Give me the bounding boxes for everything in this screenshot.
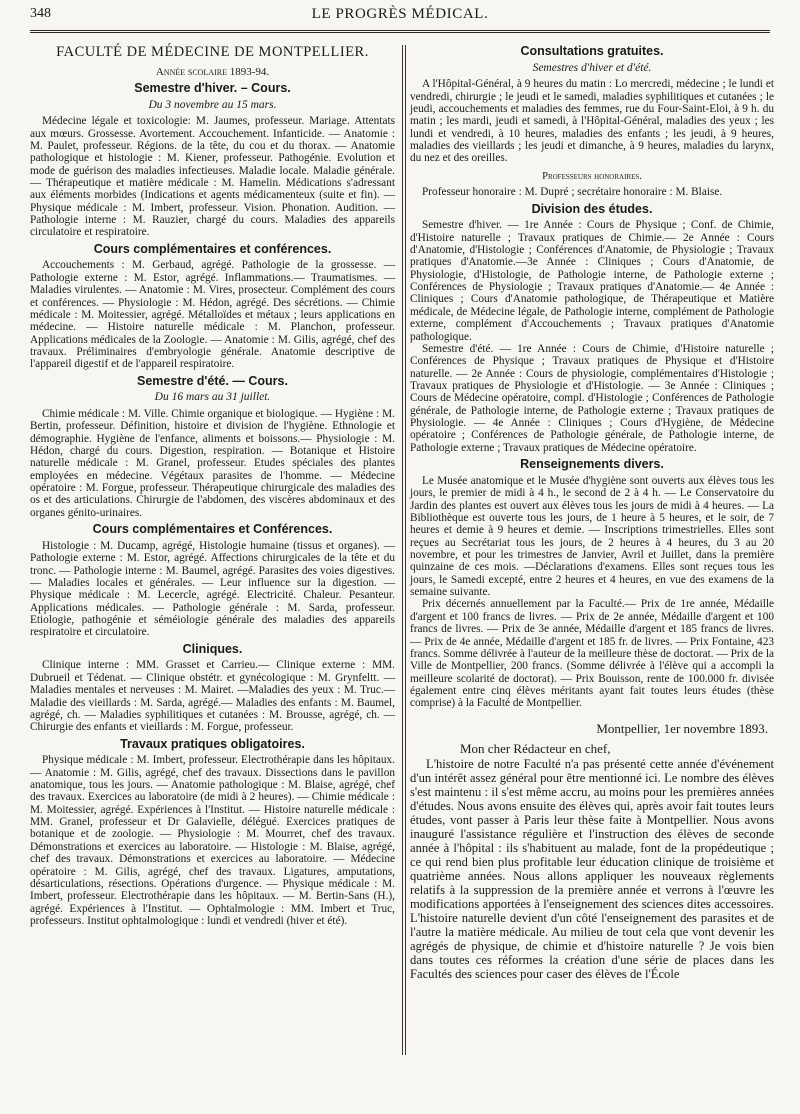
rens-heading: Renseignements divers.: [520, 457, 664, 472]
winter-heading: Semestre d'hiver. – Cours.: [134, 80, 291, 95]
column-divider: [402, 45, 406, 1055]
summer-heading: Semestre d'été. — Cours.: [137, 373, 288, 388]
right-column: [410, 45, 774, 982]
summer-compl: Histologie : M. Ducamp, agrégé, Histologie humaine (tissus et organes). — Pathologie externe : M. Estor, agrégé. Affections chirurgicales de la tête et du tronc. — Pathologie interne : M. Baumel, agrégé. Parasites des voies digestives. — Maladies locales et générales. — Leur influence sur la digestion. — Physique médicale : M. Lecercle, agrégé. Electricité. Chaleur. Pesanteur. Applications médicales. — Pathologie générale : M. Sarda, professeur. Etiologie, pathogénie et séméiologie générale des maladies des appareils respiratoire et circulatoire.: [30, 539, 395, 639]
letter-dateline: Montpellier, 1er novembre 1893.: [596, 720, 768, 736]
summer-courses: Chimie médicale : M. Ville. Chimie organique et biologique. — Hygiène : M. Bertin, professeur. Définition, histoire et division de l'hygiène. Ethnologie et démographie. Hygiène de l'enfance, aliments et boissons.— Physiologie : M. Hédon, chargé du cours. Digestion, respiration. — Botanique et Histoire naturelle médicale : M. Granel, professeur. Etudes spéciales des plantes employées en médecine. Végétaux parasites de l'homme. — Médecine opératoire : M. Forgue, professeur. Thérapeutique chirurgicale des maladies des os et des articulations. Chirurgie de l'abdomen, des viscères abdominaux et des organes génito-urinaires.: [30, 407, 395, 519]
journal-title: LE PROGRÈS MÉDICAL.: [311, 6, 489, 22]
winter-compl-heading: Cours complémentaires et conférences.: [93, 241, 332, 256]
consult-subheading: Semestres d'hiver et d'été.: [532, 61, 652, 74]
consult-text: A l'Hôpital-Général, à 9 heures du matin : Lo mercredi, médecine ; le lundi et vendredi, chirurgie ; le jeudi et le samedi, maladies syphilitiques et cutanées ; le jeudi, accouchements et maladies des femmes, rue du Four-Saint-Eloi, à 9 h. du matin ; les mardi, jeudi et samedi, à l'Hôpital-Général, maladies des yeux ; les lundi et vendredi, à 10 heures, maladies des enfants ; les jeudi, à 9 heures, maladies des vieillards ; les jeudi et dimanche, à 9 heures, maladies du larynx, du nez et des oreilles.: [410, 78, 774, 165]
summer-compl-heading: Cours complémentaires et Conférences.: [92, 522, 333, 537]
faculty-title: FACULTÉ DE MÉDECINE DE MONTPELLIER.: [56, 44, 369, 60]
consult-heading: Consultations gratuites.: [520, 44, 664, 58]
division-summer: Semestre d'été. — 1re Année : Cours de Chimie, d'Histoire naturelle ; Conférences de Physique ; Travaux pratiques de Physique et d'Histoire naturelle. — 2e Année : Cours de physiologie, complémentaires d'Histologie ; Travaux pratiques de Physiologie et d'Histologie. — 3e Année : Cliniques ; Cours de Médecine opératoire, compl. d'Histologie ; Conférences de Pathologie générale, de Pathologie interne, de Pathologie externe ; Travaux pratiques de Physiologie. — 4e Année : Cliniques ; Cours d'Hygiène, de Médecine opératoire ; Conférences de Pathologie générale, de Pathologie interne, de Pathologie externe ; Travaux pratiques de Médecine opératoire.: [410, 342, 774, 454]
tp-heading: Travaux pratiques obligatoires.: [120, 736, 305, 751]
winter-courses: Médecine légale et toxicologie: M. Jaumes, professeur. Mariage. Attentats aux mœurs. Grossesse. Avortement. Accouchement. Infanticide. — Anatomie : M. Paulet, professeur. Régions. de la tête, du cou et du thorax. — Anatomie pathologique et histologie : M. Kiener, professeur. Pathogénie. Evolution et mode de guérison des maladies infectieuses. Maladie locale. Maladie générale. — Thérapeutique et matière médicale : M. Hamelin. Médications s'adressant aux éléments morbides (Indications et agents médicamenteux (suite et fin). — Physique médicale : M. Imbert, professeur. Vision. Phonation. Audition. — Pathologie interne : M. Rauzier, chargé du cours. Maladies des appareils circulatoire et respiratoire.: [30, 115, 395, 239]
cliniques-text: Clinique interne : MM. Grasset et Carrieu.— Clinique externe : MM. Dubrueil et Tédenat. — Clinique obstétr. et gynécologique : M. Grynfeltt. — Maladies mentales et nerveuses : M. Mairet. —Maladies des yeux : M. Truc.—Maladie des vieillards : M. Sarda, agrégé.— Maladies des enfants : M. Baumel, agrégé, ch. — Maladies syphilitiques et cutanées : M. Brousse, agrégé, ch. — Chirurgie des enfants et vieillards : M. Forgue, professeur.: [30, 659, 395, 734]
page-header: [30, 6, 770, 28]
honoraires-text: Professeur honoraire : M. Dupré ; secrétaire honoraire : M. Blaise.: [422, 186, 723, 199]
rens-museums: Le Musée anatomique et le Musée d'hygiène sont ouverts aux élèves tous les jours, le premier de midi à 4 h., le second de 2 à 4 h. — Le Conservatoire du Jardin des plantes est ouvert aux élèves tous les jours de midi à 4 heures. — La Bibliothèque est ouverte tous les jours, de 1 heure à 5 heures, et le soir, de 7 heures et demie à 9 heures et demie. — Inscriptions trimestrielles. Elles sont reçues au Secrétariat tous les jours, de 2 heures à 4 heures, du 3 au 20 novembre, et pour les trimestres de Janvier, Avril et Juillet, dans la première quinzaine de ces mois. —Déclarations d'examens. Elles sont reçues tous les jours, le Samedi excepté, entre 2 heures et 4 heures, en vue des examens de la semaine suivante.: [410, 474, 774, 599]
tp-text: Physique médicale : M. Imbert, professeur. Electrothérapie dans les hôpitaux. — Anatomie : M. Gilis, agrégé, chef des travaux. Dissections dans le pavillon anatomique, tous les jours. — Anatomie pathologique : M. Blaise, agrégé, chef des travaux. Exercices au laboratoire (de midi à 2 heures). — Chimie médicale : M. Moitessier, agrégé. Expériences à l'Institut. — Histoire naturelle médicale : MM. Granel, professeur et Dr Galavielle, délégué. Exercices pratiques de botanique et de zoologie. — Physiologie : M. Mourret, chef des travaux. Démonstrations et exercices au laboratoire. — Histologie : M. Blaise, agrégé, chef des travaux. Démonstrations et exercices au laboratoire. — Médecine opératoire : M. Gilis, agrégé, chef des travaux. Ligatures, amputations, désarticulations, résections. Opérations d'urgence. — Physique médicale : M. Imbert, professeur. Electrothérapie dans les hôpitaux. — M. Bertin-Sans (H.), agrégé. Expériences à l'Institut. — Ophtalmologie : MM. Imbert et Truc, professeurs. Institut ophtalmologique : lundi et vendredi (hiver et été).: [30, 754, 395, 927]
winter-compl: Accouchements : M. Gerbaud, agrégé. Pathologie de la grossesse. — Pathologie externe : M. Estor, agrégé. Inflammations.— Traumatismes. — Maladies virulentes. — Anatomie : M. Vires, prosecteur. Complément des cours et conférences. — Physiologie : M. Hédon, agrégé. Des sécrétions. — Chimie médicale : M. Moitessier, agrégé. Métalloïdes et métaux ; leurs applications en médecine. — Histoire naturelle médicale : M. Planchon, professeur. Applications médicales de la Zoologie. — Anatomie : M. Gilis, agrégé, chef des travaux. Préliminaires d'embryologie générale. Anatomie descriptive de l'appareil digestif et de l'appareil respiratoire.: [30, 259, 395, 371]
letter-body: L'histoire de notre Faculté n'a pas présenté cette année d'événement d'un intérêt assez général pour être mentionné ici. Le nombre des élèves s'est maintenu : il s'est même accru, au moins pour les premières années d'études. Nous avons ensuite des élèves qui, après avoir fait toutes leurs études, vont passer à Paris leur thèse faite à Montpellier. Nous avons inauguré l'assistance régulière et l'instruction des élèves de seconde année à l'hôpital : ils s'habituent au malade, font de la propédeutique ; ce qui rend bien plus profitable leur éducation clinique de troisième et quatrième années. Nous allons appliquer les nouveaux règlements relatifs à la suppression de la première année et verrons à l'œuvre les modifications apportées à l'enseignement des sciences dites accessoires. L'histoire naturelle devient d'un côté l'enseignement des parasites et de l'autre la matière médicale. Au milieu de tout cela que vont devenir les agrégés de physique, de chimie et d'histoire naturelle ? Je vois bien dans toutes ces réformes la création d'une série de places dans les Facultés des sciences pour caser des élèves de l'École: [410, 757, 774, 981]
cliniques-heading: Cliniques.: [182, 641, 243, 656]
division-winter: Semestre d'hiver. — 1re Année : Cours de Physique ; Conf. de Chimie, d'Histoire naturelle ; Travaux pratiques de Chimie.— 2e Année : Cours d'Anatomie, d'Histologie ; Conférences d'Anatomie, de Physiologie ; Travaux pratiques d'Anatomie.—3e Année : Cliniques ; Cours d'Anatomie, de Physiologie, d'Histologie, de Pathologie interne, de Pathologie externe ; Conférences de Physiologie ; Travaux pratiques d'Anatomie.— 4e Année : Cliniques ; Cours d'Anatomie pathologique, de Thérapeutique et Matière médicale, de Médecine légale, de Pathologie interne, complément de Pathologie externe, complément d'Accouchements ; Travaux pratiques d'Anatomie pathologique.: [410, 219, 774, 343]
winter-dates: Du 3 novembre au 15 mars.: [148, 98, 277, 111]
page-number: 348: [30, 6, 51, 21]
school-year: Année scolaire 1893-94.: [155, 65, 270, 78]
left-column: [30, 45, 395, 927]
letter-salutation: Mon cher Rédacteur en chef,: [460, 740, 611, 756]
rens-prizes: Prix décernés annuellement par la Faculté.— Prix de 1re année, Médaille d'argent et 100 francs de livres. — Prix de 2e année, Médaille d'argent et 100 francs de livres. — Prix de 3e année, Médaille d'argent et 185 francs de livres. — Prix de 4e année, Médaille d'argent et 185 fr. de livres. — Prix Fontaine, 423 francs. Somme délivrée à l'auteur de la meilleure thèse de doctorat. — Prix de la Ville de Montpellier, 200 francs. (Somme délivrée à l'élève qui a accompli la meilleure scolarité de doctorat). — Prix Bouisson, rente de 100.000 fr. divisée également entre cinq élèves méritants ayant fait toutes leurs études (thèse comprise) à la Faculté de Montpellier.: [410, 598, 774, 710]
header-rule: [30, 30, 770, 33]
summer-dates: Du 16 mars au 31 juillet.: [154, 391, 271, 404]
honoraires-heading: Professeurs honoraires.: [542, 170, 642, 182]
division-heading: Division des études.: [531, 201, 653, 216]
